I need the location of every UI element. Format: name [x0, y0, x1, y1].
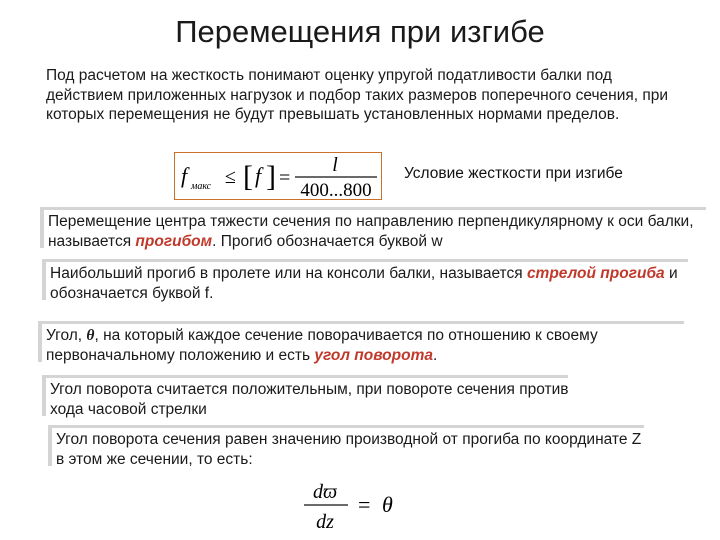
rotation-text-mid: , на который каждое сечение поворачивается по отношению к своему первоначальному положению и есть	[46, 327, 598, 364]
f-symbol: f	[181, 163, 188, 188]
condition-label: Условие жесткости при изгибе	[404, 165, 623, 182]
derivative-theta: θ	[382, 492, 393, 517]
rigidity-formula-svg	[175, 153, 381, 199]
le-sign: ≤	[225, 166, 236, 188]
max-deflection-paragraph	[46, 262, 694, 305]
bracket-right: ]	[266, 160, 276, 193]
theta-symbol: θ	[86, 327, 95, 344]
rigidity-formula	[174, 152, 382, 200]
max-deflection-text-end: и обозначается буквой f.	[50, 265, 678, 302]
rotation-angle-paragraph	[42, 324, 690, 367]
slide-title: Перемещения при изгибе	[175, 14, 545, 49]
rigidity-paragraph: Под расчетом на жесткость понимают оценку упругой податливости балки под действием приложенных нагрузок и подбор таких размеров поперечного сечения, при которых перемещения не будут превышать установленных нормами пределов.	[46, 67, 669, 123]
rotation-text-end: .	[433, 346, 438, 364]
rotation-text: Угол,	[46, 327, 87, 344]
f-subscript: макс	[191, 181, 212, 192]
bracket-left: [	[243, 160, 253, 193]
deflection-paragraph	[44, 210, 712, 253]
positive-angle-paragraph: Угол поворота считается положительным, при повороте сечения против хода часовой стрелки	[46, 378, 574, 421]
derivative-paragraph: Угол поворота сечения равен значению производной от прогиба по координате Z в этом же сечении, то есть:	[52, 428, 650, 471]
deflection-text-end: . Прогиб обозначается буквой w	[212, 232, 443, 250]
max-deflection-text: Наибольший прогиб в пролете или на консоли балки, называется	[50, 265, 527, 282]
max-deflection-term: стрелой прогиба	[526, 265, 665, 282]
derivative-equals: =	[358, 492, 371, 517]
derivative-numerator: dϖ	[312, 481, 338, 503]
deflection-term: прогибом	[135, 232, 213, 250]
rotation-term: угол поворота	[314, 346, 433, 364]
rotation-derivative-formula	[300, 478, 420, 534]
derivative-denominator: dz	[316, 511, 334, 533]
fraction-denominator: 400...800	[300, 180, 372, 199]
fraction-numerator: l	[332, 154, 338, 176]
f-inner: f	[255, 163, 262, 188]
rotation-derivative-svg	[300, 478, 420, 534]
equals-sign: =	[279, 167, 291, 189]
deflection-text: Перемещение центра тяжести сечения по направлению перпендикулярному к оси балки, называется	[48, 213, 694, 250]
